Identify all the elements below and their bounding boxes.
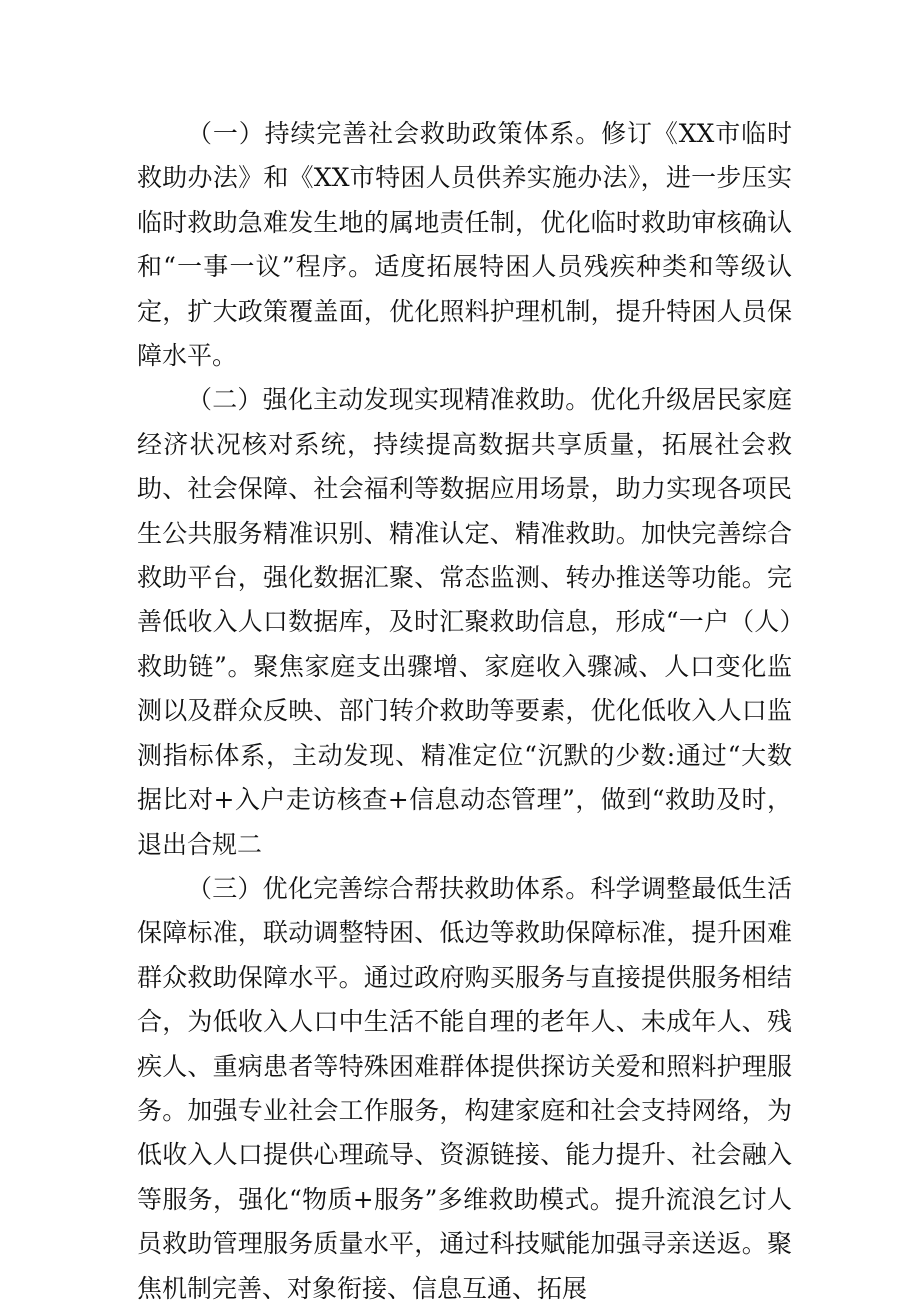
document-body [137, 112, 792, 1311]
paragraph-precise-assistance: （二）强化主动发现实现精准救助。优化升级居民家庭经济状况核对系统，持续提高数据共享质量，拓展社会救助、社会保障、社会福利等数据应用场景，助力实现各项民生公共服务精准识别、精准认定、精准救助。加快完善综合救助平台，强化数据汇聚、常态监测、转办推送等功能。完善低收入人口数据库，及时汇聚救助信息，形成“一户（人）救助链”。聚焦家庭支出骤增、家庭收入骤减、人口变化监测以及群众反映、部门转介救助等要素，优化低收入人口监测指标体系，主动发现、精准定位“沉默的少数:通过“大数据比对+入户走访核查+信息动态管理”，做到“救助及时，退出合规二 [137, 385, 792, 859]
paragraph-comprehensive-assistance: （三）优化完善综合帮扶救助体系。科学调整最低生活保障标准，联动调整特困、低边等救助保障标准，提升困难群众救助保障水平。通过政府购买服务与直接提供服务相结合，为低收入人口中生活不能自理的老年人、未成年人、残疾人、重病患者等特殊困难群体提供探访关爱和照料护理服务。加强专业社会工作服务，构建家庭和社会支持网络，为低收入人口提供心理疏导、资源链接、能力提升、社会融入等服务，强化“物质+服务”多维救助模式。提升流浪乞讨人员救助管理服务质量水平，通过科技赋能加强寻亲送返。聚焦机制完善、对象衔接、信息互通、拓展 [137, 873, 792, 1303]
paragraph-policy-system: （一）持续完善社会救助政策体系。修订《XX市临时救助办法》和《XX市特困人员供养实施办法》，进一步压实临时救助急难发生地的属地责任制，优化临时救助审核确认和“一事一议”程序。适度拓展特困人员残疾种类和等级认定，扩大政策覆盖面，优化照料护理机制，提升特困人员保障水平。 [137, 119, 792, 371]
